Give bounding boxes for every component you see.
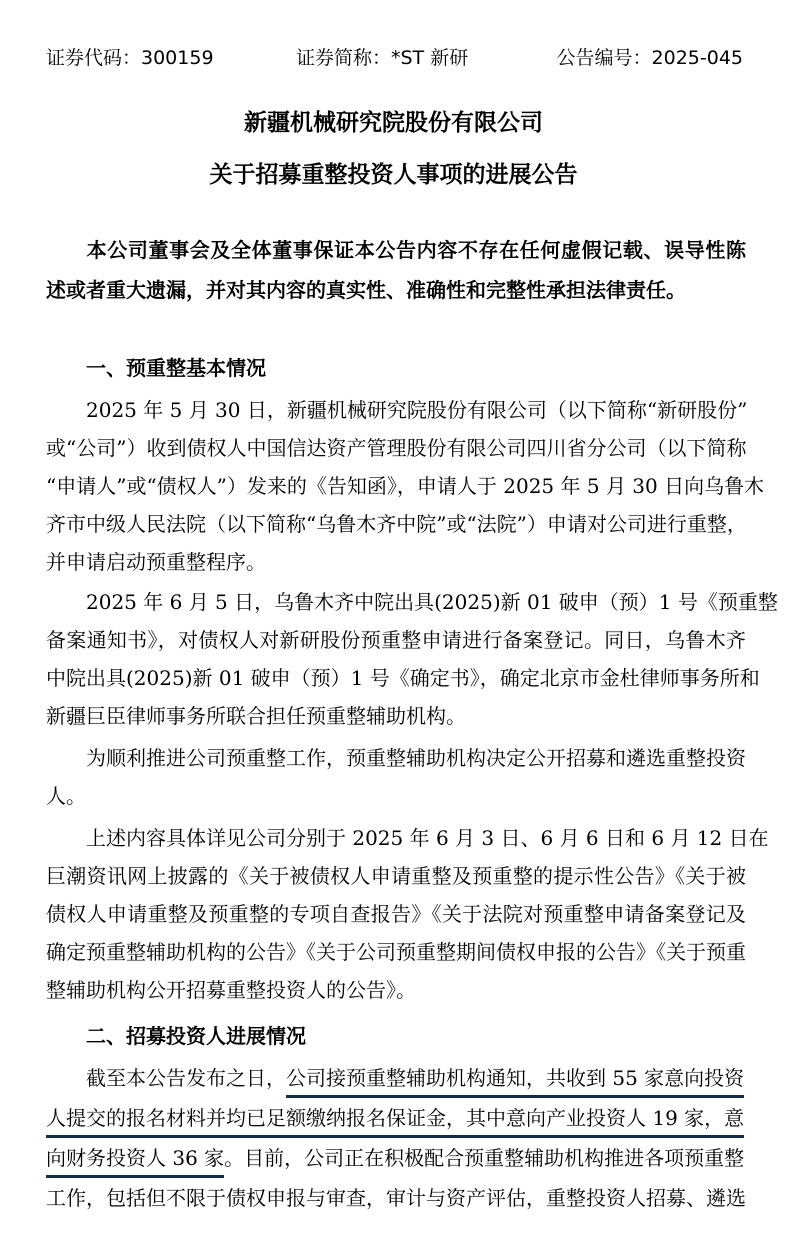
paragraph-line: 新疆巨臣律师事务所联合担任预重整辅助机构。: [46, 704, 466, 728]
statement-line-2: 述或者重大遗漏，并对其内容的真实性、准确性和完整性承担法律责任。: [46, 278, 686, 302]
paragraph-line: 或“公司”）收到债权人中国信达资产管理股份有限公司四川省分公司（以下简称: [46, 436, 747, 460]
paragraph-line: 确定预重整辅助机构的公告》《关于公司预重整期间债权申报的公告》《关于预重: [46, 940, 746, 964]
paragraph-line: 备案通知书》，对债权人对新研股份预重整申请进行备案登记。同日，乌鲁木齐: [46, 628, 746, 652]
section-1-heading: 一、预重整基本情况: [86, 356, 266, 380]
paragraph-line: 截至本公告发布之日，公司接预重整辅助机构通知，共收到 55 家意向投资: [46, 1058, 746, 1098]
announcement-number: 公告编号：2025-045: [556, 47, 743, 69]
paragraph-line: 债权人申请重整及预重整的专项自查报告》《关于法院对预重整申请备案登记及: [46, 902, 746, 926]
highlighted-text: 向财务投资人 36 家: [46, 1143, 224, 1178]
section-2-heading: 二、招募投资人进展情况: [86, 1024, 306, 1048]
paragraph-line: 2025 年 5 月 30 日，新疆机械研究院股份有限公司（以下简称“新研股份”: [86, 398, 748, 422]
stock-short-name: 证券简称：*ST 新研: [296, 47, 469, 69]
paragraph-line: “申请人”或“债权人”）发来的《告知函》，申请人于 2025 年 5 月 30 日向乌鲁木: [46, 474, 765, 498]
paragraph-line: [46, 1098, 746, 1138]
paragraph-line: 工作，包括但不限于债权申报与审查，审计与资产评估，重整投资人招募、遴选: [46, 1186, 746, 1210]
company-title: 新疆机械研究院股份有限公司: [244, 110, 543, 136]
paragraph-line: 中院出具(2025)新 01 破申（预）1 号《确定书》，确定北京市金杜律师事务所和: [46, 666, 760, 690]
paragraph-line: 整辅助机构公开招募重整投资人的公告》。: [46, 978, 416, 1002]
paragraph-line: 上述内容具体详见公司分别于 2025 年 6 月 3 日、6 月 6 日和 6 月 12 日在: [86, 826, 769, 850]
announcement-title: 关于招募重整投资人事项的进展公告: [209, 162, 578, 188]
paragraph-line: 并申请启动预重整程序。: [46, 550, 266, 574]
header-row: [46, 44, 743, 72]
paragraph-line: 人。: [46, 784, 86, 808]
paragraph-line: 为顺利推进公司预重整工作，预重整辅助机构决定公开招募和遴选重整投资: [86, 746, 746, 770]
highlighted-text: 公司接预重整辅助机构通知，共收到 55 家意向投资: [286, 1063, 744, 1098]
paragraph-line: 2025 年 6 月 5 日，乌鲁木齐中院出具(2025)新 01 破申（预）1 号《预重整: [86, 590, 778, 614]
paragraph-line: 巨潮资讯网上披露的《关于被债权人申请重整及预重整的提示性公告》《关于被: [46, 864, 746, 888]
paragraph-line: 齐市中级人民法院（以下简称“乌鲁木齐中院”或“法院”）申请对公司进行重整，: [46, 512, 747, 536]
highlighted-text: 人提交的报名材料并均已足额缴纳报名保证金，其中意向产业投资人 19 家，意: [46, 1103, 744, 1138]
stock-code: 证券代码：300159: [46, 47, 214, 69]
statement-line-1: 本公司董事会及全体董事保证本公告内容不存在任何虚假记载、误导性陈: [86, 238, 746, 262]
paragraph-line: 向财务投资人 36 家。目前，公司正在积极配合预重整辅助机构推进各项预重整: [46, 1138, 746, 1178]
